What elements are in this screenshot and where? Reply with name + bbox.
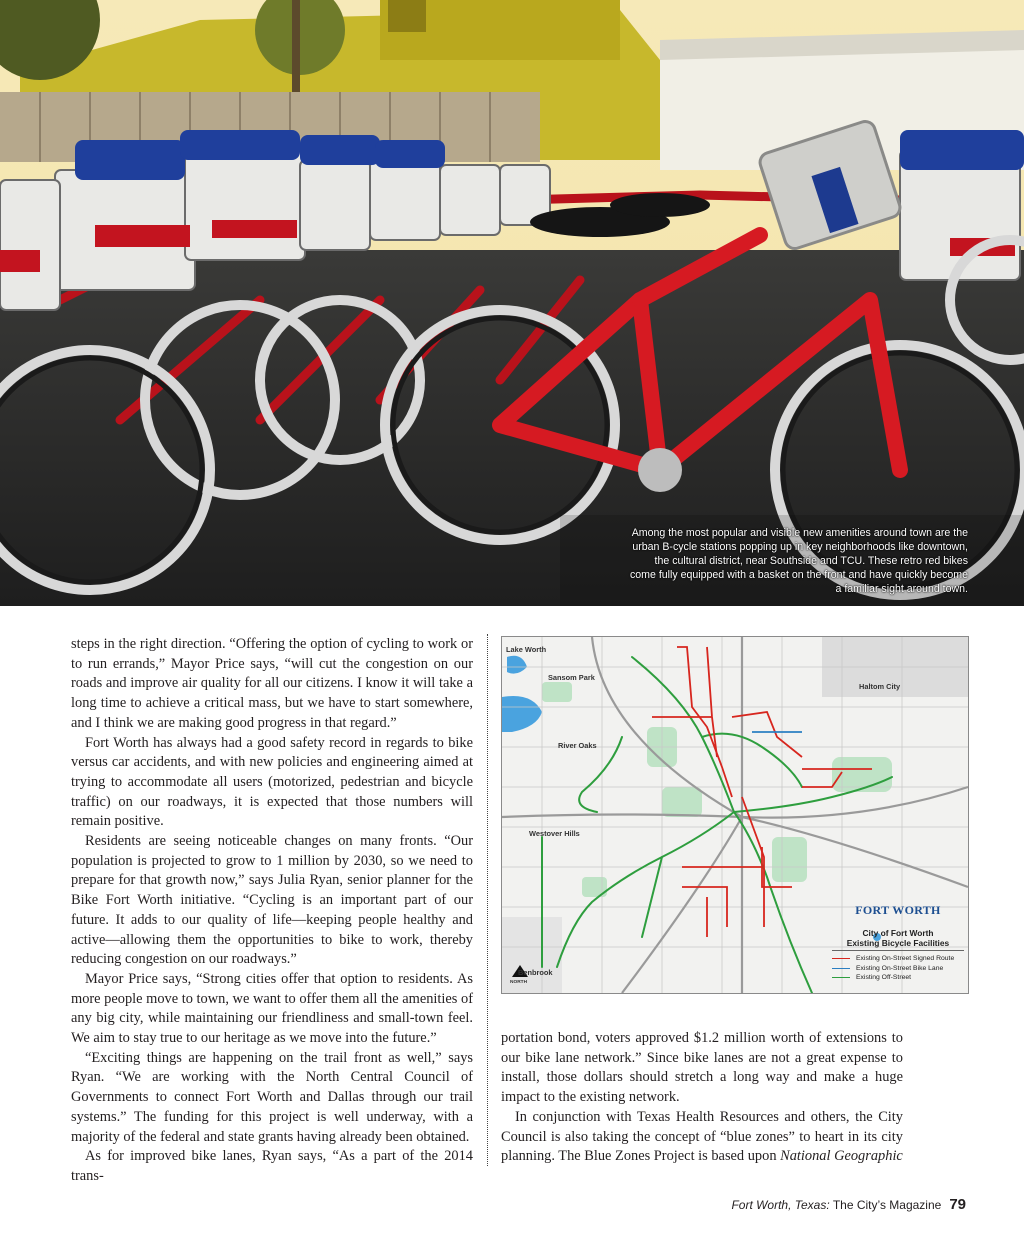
legend-title: City of Fort Worth [862, 928, 934, 938]
map-label-river-oaks: River Oaks [558, 741, 597, 750]
fort-worth-logo: FORT WORTH [855, 903, 941, 917]
paragraph: As for improved bike lanes, Ryan says, “As a part of the 2014 trans- [71, 1148, 473, 1184]
legend-subtitle: Existing Bicycle Facilities [832, 938, 964, 951]
column-divider [487, 634, 488, 1166]
map-label-sansom-park: Sansom Park [548, 673, 595, 682]
legend-label: Existing Off-Street [856, 974, 912, 981]
publication-city: Fort Worth, Texas: [731, 1198, 830, 1212]
map-label-haltom-city: Haltom City [859, 682, 901, 691]
map-label-benbrook: Benbrook [518, 968, 553, 977]
legend-item [832, 954, 964, 964]
paragraph [501, 1108, 903, 1167]
map-north-label: NORTH [510, 980, 528, 985]
legend-swatch-red [832, 958, 850, 959]
article-left-column [71, 635, 473, 1187]
legend-swatch-blue [832, 968, 850, 969]
hero-photo [0, 0, 1024, 606]
paragraph: steps in the right direction. “Offering the option of cycling to work or to run errands,” Mayor Price says, “will cut the congestion on our roads and improve air quality for all our citizens. I know it will take a long time to achieve a critical mass, but we have to start somewhere, and I think we are making good progress in that regard.” [71, 636, 473, 731]
publication-subtitle: The City’s Magazine [832, 1198, 942, 1212]
publication-name: National Geographic [780, 1148, 903, 1165]
map-label-westover-hills: Westover Hills [529, 829, 580, 838]
publication-title [731, 1198, 941, 1212]
bicycle-facilities-map [501, 636, 969, 994]
bike-share-photo [0, 0, 1024, 606]
paragraph: Fort Worth has always had a good safety record in regards to bike versus car accidents, and with new policies and engineering aimed at trying to accommodate all users (motorized, pedestrian and bicycle traffic) on our roadways, it is expected that those numbers will remain positive. [71, 734, 473, 830]
photo-caption: Among the most popular and visible new amenities around town are the urban B-cycle stations popping up in key neighborhoods like downtown, the cultural district, near Southside and TCU. These retro red bikes come fully equipped with a basket on the front and have quickly become a familiar sight around town. [629, 527, 968, 595]
legend-item [832, 964, 964, 974]
paragraph-text: In conjunction with Texas Health Resources and others, the City Council is also taking the concept of “blue zones” to heart in its city planning. The Blue Zones Project is based upon [501, 1108, 903, 1165]
paragraph: portation bond, voters approved $1.2 million worth of extensions to our bike lane network.” Since bike lanes are not a great expense to install, those dollars should stretch a long way and make a huge impact to the existing network. [501, 1030, 903, 1106]
map-label-lake-worth: Lake Worth [506, 645, 547, 654]
paragraph: Residents are seeing noticeable changes on many fronts. “Our population is projected to grow to 1 million by 2030, so we need to prepare for that growth now,” says Julia Ryan, senior planner for the Bike Fort Worth initiative. “Cycling is an important part of our future. It adds to our quality of life—keeping people healthy and active—allowing them the opportunities to bike to work, thereby reducing congestion on our roadways.” [71, 833, 473, 968]
legend-label: Existing On-Street Signed Route [856, 955, 955, 962]
paragraph: “Exciting things are happening on the trail front as well,” says Ryan. “We are working with the North Central Council of Governments to connect Fort Worth and Dallas through our trail systems.” The funding for this project is well underway, with a majority of the federal and state grants having already been obtained. [71, 1049, 473, 1145]
legend-label: Existing On-Street Bike Lane [856, 964, 944, 972]
page-number: 79 [949, 1196, 966, 1213]
article-right-column [501, 1029, 903, 1167]
paragraph: Mayor Price says, “Strong cities offer that option to residents. As more people move to town, we want to offer them all the amenities of any big city, while maintaining our friendliness and small-town feel. We aim to stay true to our heritage as we move into the future.” [71, 970, 473, 1047]
page-footer [731, 1196, 966, 1213]
legend-swatch-green [832, 977, 850, 978]
map-legend [832, 903, 964, 983]
legend-item [832, 973, 964, 983]
